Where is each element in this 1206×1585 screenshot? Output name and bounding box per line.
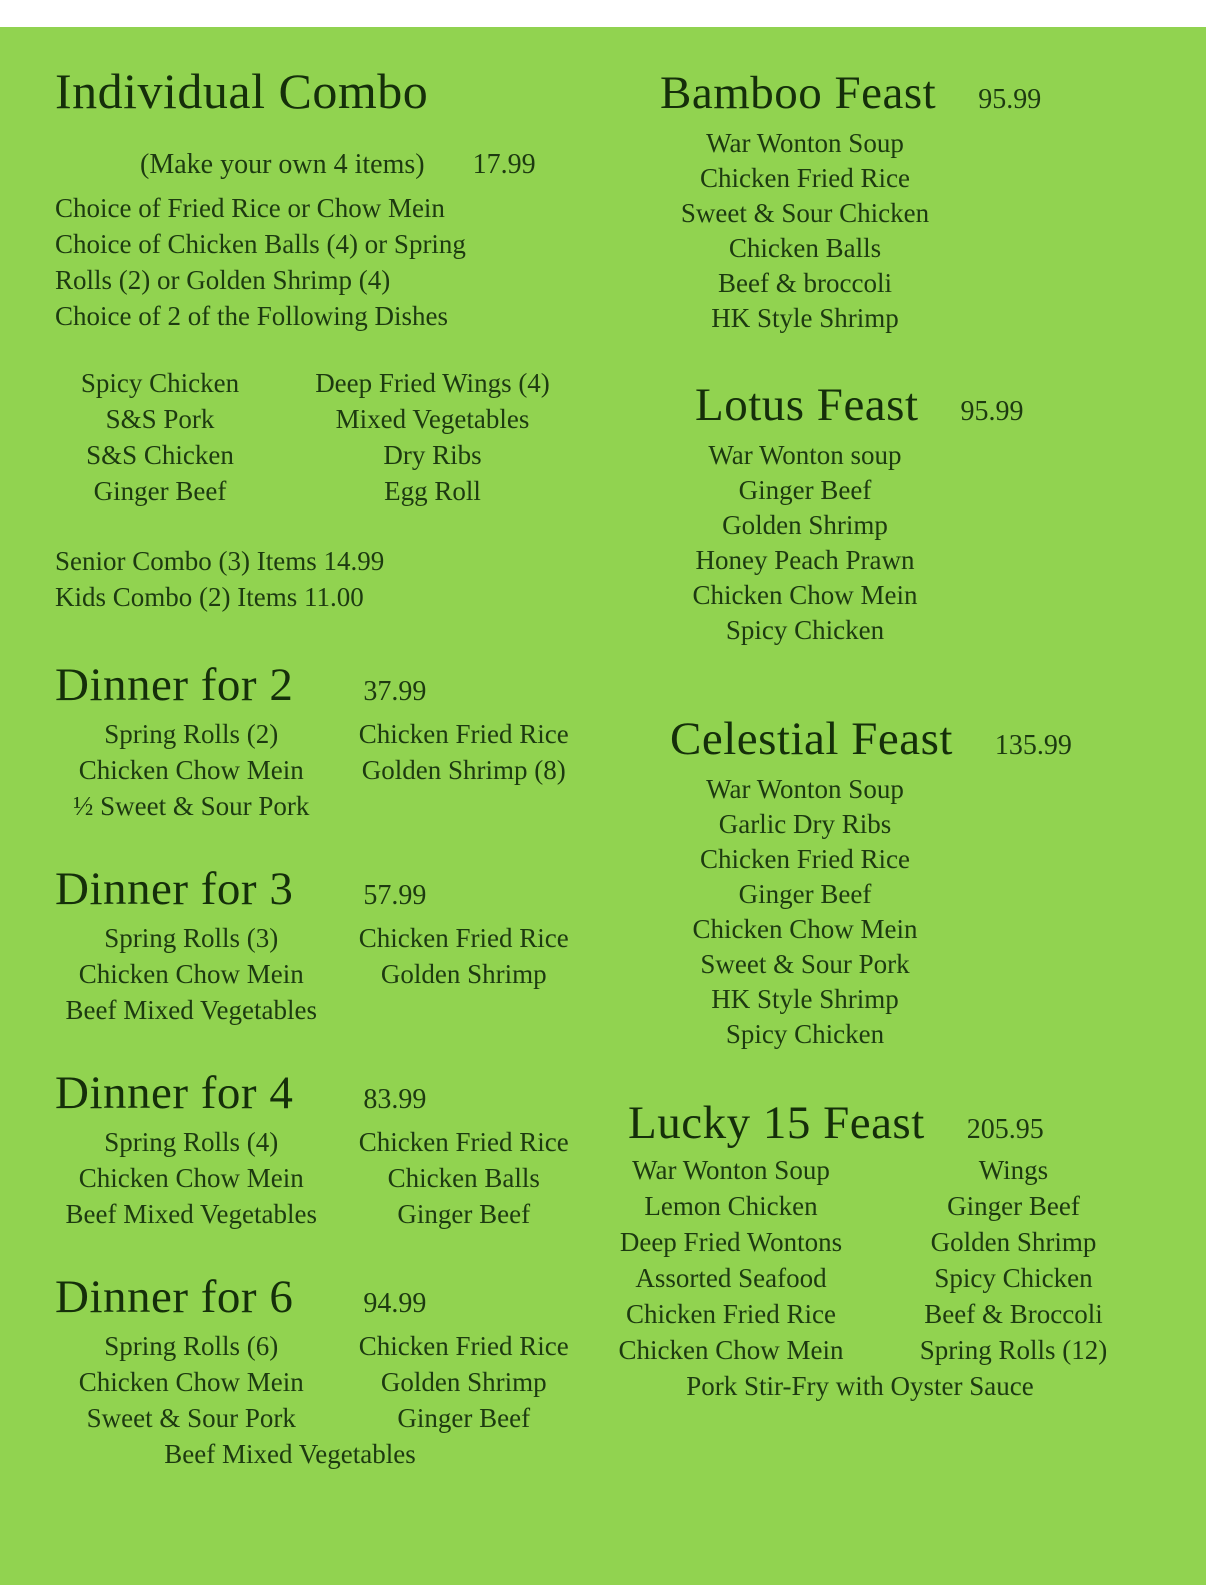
menu-line: Golden Shrimp <box>722 510 888 540</box>
dinner-for-4-price: 83.99 <box>363 1084 427 1115</box>
menu-line: Golden Shrimp <box>380 959 547 989</box>
menu-line: Sweet & Sour Pork <box>86 1403 296 1433</box>
menu-line: Golden Shrimp <box>930 1227 1097 1257</box>
celestial-feast-price: 135.99 <box>994 730 1072 761</box>
section-header <box>695 376 1105 434</box>
bamboo-feast-title: Bamboo Feast <box>660 67 937 119</box>
lotus-feast-price: 95.99 <box>960 396 1024 427</box>
dinner-for-6-price: 94.99 <box>363 1288 427 1319</box>
section-header <box>628 1094 1165 1152</box>
menu-line: Chicken Chow Mein <box>78 755 304 785</box>
items-column-2 <box>862 1152 1165 1368</box>
menu-line: Chicken Fried Rice <box>700 844 910 874</box>
senior-combo-note: Senior Combo (3) Items 14.99 <box>55 546 385 576</box>
menu-line: Dry Ribs <box>383 440 482 470</box>
menu-line: Spring Rolls (12) <box>919 1335 1108 1365</box>
dinner-for-2-price: 37.99 <box>363 676 427 707</box>
kids-combo-note: Kids Combo (2) Items 11.00 <box>55 582 364 612</box>
dinner-for-3-section <box>55 860 600 1028</box>
menu-line: Ginger Beef <box>397 1403 531 1433</box>
menu-line: Lemon Chicken <box>644 1191 818 1221</box>
menu-line: Ginger Beef <box>738 475 872 505</box>
menu-line: Deep Fried Wings (4) <box>315 368 550 398</box>
dinner-for-6-title: Dinner for 6 <box>55 1271 294 1323</box>
menu-line: Chicken Balls <box>728 233 882 263</box>
section-header <box>660 64 1105 122</box>
individual-combo-description <box>55 190 600 334</box>
dish-column-1 <box>55 365 265 509</box>
lotus-feast-items <box>545 438 1065 648</box>
menu-line: Egg Roll <box>384 476 481 506</box>
menu-line: Chicken Chow Mein <box>692 914 918 944</box>
items-column-1 <box>55 716 328 824</box>
lucky-15-feast-title: Lucky 15 Feast <box>628 1097 925 1149</box>
individual-combo-section <box>55 62 600 615</box>
individual-combo-dish-choices <box>55 365 600 509</box>
menu-line: Ginger Beef <box>397 1199 531 1229</box>
individual-combo-subtitle: (Make your own 4 items) <box>140 149 425 180</box>
menu-line: Chicken Fried Rice <box>358 1331 569 1361</box>
menu-line: Deep Fried Wontons <box>619 1227 843 1257</box>
menu-line: Golden Shrimp <box>380 1367 547 1397</box>
menu-line: Beef & broccoli <box>718 268 892 298</box>
lucky-15-feast-price: 205.95 <box>966 1114 1044 1145</box>
menu-line: Golden Shrimp (8) <box>361 755 566 785</box>
items-column-1 <box>600 1152 862 1368</box>
menu-line: Chicken Fried Rice <box>358 923 569 953</box>
items-column-1 <box>55 920 328 1028</box>
menu-line: Beef & Broccoli <box>924 1299 1103 1329</box>
individual-combo-subtitle-row <box>140 147 600 183</box>
dinner-for-6-section <box>55 1268 600 1472</box>
menu-line: Spicy Chicken <box>725 615 885 645</box>
dinner-for-2-title: Dinner for 2 <box>55 659 294 711</box>
dinner-for-4-section <box>55 1064 600 1232</box>
menu-line: Chicken Chow Mein <box>78 1367 304 1397</box>
dinner-for-3-title: Dinner for 3 <box>55 863 294 915</box>
menu-line: War Wonton soup <box>708 440 902 470</box>
lucky-15-feast-footer-item: Pork Stir-Fry with Oyster Sauce <box>686 1371 1034 1401</box>
lotus-feast-section <box>545 376 1105 648</box>
dinner-for-3-items <box>55 920 600 1028</box>
menu-line: War Wonton Soup <box>632 1155 830 1185</box>
section-header <box>670 710 1105 768</box>
menu-line: Spring Rolls (2) <box>104 719 279 749</box>
menu-line: Chicken Chow Mein <box>692 580 918 610</box>
bamboo-feast-price: 95.99 <box>978 84 1042 115</box>
section-header <box>55 1268 600 1326</box>
individual-combo-price: 17.99 <box>472 149 536 180</box>
menu-line: Chicken Fried Rice <box>626 1299 836 1329</box>
dinner-for-4-items <box>55 1124 600 1232</box>
menu-line: Chicken Chow Mein <box>78 959 304 989</box>
menu-line: Assorted Seafood <box>635 1263 827 1293</box>
menu-line: S&S Chicken <box>86 440 234 470</box>
menu-line: Sweet & Sour Pork <box>700 949 910 979</box>
menu-line: Garlic Dry Ribs <box>718 809 892 839</box>
menu-line: Spicy Chicken <box>80 368 240 398</box>
menu-line: HK Style Shrimp <box>711 303 899 333</box>
menu-line: Spicy Chicken <box>934 1263 1093 1293</box>
celestial-feast-section <box>545 710 1105 1052</box>
individual-combo-notes <box>55 543 600 615</box>
lucky-15-feast-section <box>545 1094 1165 1404</box>
menu-line: Chicken Chow Mein <box>618 1335 844 1365</box>
menu-line: ½ Sweet & Sour Pork <box>73 791 310 821</box>
menu-line: Beef Mixed Vegetables <box>65 1199 317 1229</box>
lucky-15-feast-items <box>545 1152 1165 1368</box>
menu-line: Choice of Chicken Balls (4) or Spring <box>55 229 466 259</box>
dinner-for-2-section <box>55 656 600 824</box>
menu-line: Chicken Fried Rice <box>358 1127 569 1157</box>
menu-line: Mixed Vegetables <box>335 404 530 434</box>
dinner-for-6-footer-item: Beef Mixed Vegetables <box>164 1439 416 1469</box>
menu-line: Chicken Fried Rice <box>700 163 910 193</box>
menu-line: Ginger Beef <box>947 1191 1080 1221</box>
menu-line: Chicken Chow Mein <box>78 1163 304 1193</box>
menu-line: Wings <box>978 1155 1049 1185</box>
lotus-feast-title: Lotus Feast <box>695 379 919 431</box>
menu-line: S&S Pork <box>105 404 215 434</box>
dinner-for-4-title: Dinner for 4 <box>55 1067 294 1119</box>
menu-line: Honey Peach Prawn <box>695 545 915 575</box>
bamboo-feast-section <box>545 64 1105 336</box>
individual-combo-title: Individual Combo <box>55 63 429 119</box>
items-column-1 <box>55 1328 328 1436</box>
celestial-feast-items <box>545 772 1065 1052</box>
menu-line: Beef Mixed Vegetables <box>65 995 317 1025</box>
menu-line: Ginger Beef <box>93 476 227 506</box>
dinner-for-2-items <box>55 716 600 824</box>
section-header <box>55 656 600 714</box>
section-header <box>55 1064 600 1122</box>
dinner-for-6-items <box>55 1328 600 1436</box>
menu-line: Chicken Balls <box>387 1163 540 1193</box>
menu-line: Ginger Beef <box>738 879 872 909</box>
menu-line: Spicy Chicken <box>725 1019 885 1049</box>
menu-line: War Wonton Soup <box>706 128 904 158</box>
menu-line: Rolls (2) or Golden Shrimp (4) <box>55 265 391 295</box>
menu-line: Spring Rolls (4) <box>104 1127 279 1157</box>
dinner-for-3-price: 57.99 <box>363 880 427 911</box>
menu-line: Choice of Fried Rice or Chow Mein <box>55 193 445 223</box>
menu-line: Choice of 2 of the Following Dishes <box>55 301 448 331</box>
menu-line: Sweet & Sour Chicken <box>680 198 930 228</box>
menu-line: War Wonton Soup <box>706 774 904 804</box>
menu-line: Spring Rolls (6) <box>104 1331 279 1361</box>
celestial-feast-title: Celestial Feast <box>670 713 953 765</box>
menu-line: HK Style Shrimp <box>711 984 899 1014</box>
section-header <box>55 860 600 918</box>
bamboo-feast-items <box>545 126 1065 336</box>
menu-line: Chicken Fried Rice <box>358 719 569 749</box>
items-column-1 <box>55 1124 328 1232</box>
menu-line: Spring Rolls (3) <box>104 923 279 953</box>
